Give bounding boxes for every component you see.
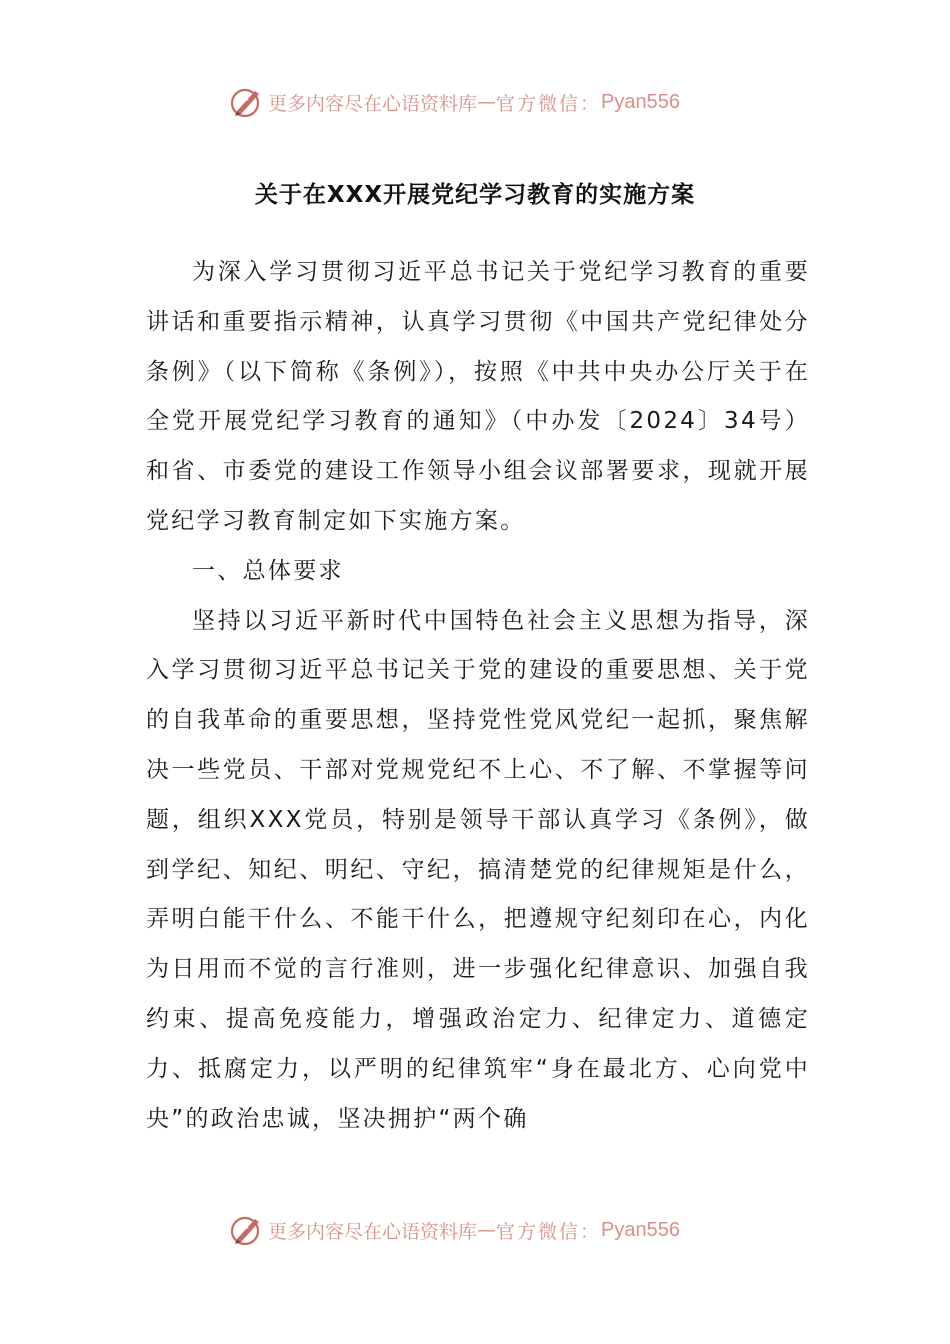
section-heading-overall-requirements: 一、总体要求 xyxy=(192,557,344,584)
banner-dash: — xyxy=(477,1219,497,1241)
paragraph-overall-requirements: 坚持以习近平新时代中国特色社会主义思想为指导，深入学习贯彻习近平总书记关于党的建设的重要思想、关于党的自我革命的重要思想，坚持党性党风党纪一起抓，聚焦解决一些党员、干部对党规党纪不上心、不了解、不掌握等问题，组织XXX党员，特别是领导干部认真学习《条例》，做到学纪、知纪、明纪、守纪，搞清楚党的纪律规矩是什么，弄明白能干什么、不能干什么，把遵规守纪刻印在心，内化为日用而不觉的言行准则，进一步强化纪律意识、加强自我约束、提高免疫能力，增强政治定力、纪律定力、道德定力、抵腐定力，以严明的纪律筑牢“身在最北方、心向党中央”的政治忠诚，坚决拥护“两个确 xyxy=(146,607,810,1132)
banner-dash: — xyxy=(477,91,497,113)
banner-text: 更多内容尽在心语资料库 xyxy=(268,1220,478,1243)
banner-wechat-label: 官方微信： xyxy=(496,92,602,115)
pen-logo-icon xyxy=(228,84,264,120)
paragraph-intro: 为深入学习贯彻习近平总书记关于党纪学习教育的重要讲话和重要指示精神，认真学习贯彻《中国共产党纪律处分条例》（以下简称《条例》），按照《中共中央办公厅关于在全党开展党纪学习教育的通知》（中办发〔2024〕34号）和省、市委党的建设工作领导小组会议部署要求，现就开展党纪学习教育制定如下实施方案。 xyxy=(146,259,810,534)
header-watermark-banner xyxy=(228,82,728,122)
banner-wechat-id: Pyan556 xyxy=(601,1218,680,1241)
banner-wechat-label: 官方微信： xyxy=(496,1220,602,1243)
document-title: 关于在XXX开展党纪学习教育的实施方案 xyxy=(254,182,696,208)
banner-text: 更多内容尽在心语资料库 xyxy=(268,92,478,115)
document-body xyxy=(146,248,810,1144)
footer-watermark-banner xyxy=(228,1210,728,1250)
pen-logo-icon xyxy=(228,1212,264,1248)
banner-wechat-id: Pyan556 xyxy=(601,90,680,113)
